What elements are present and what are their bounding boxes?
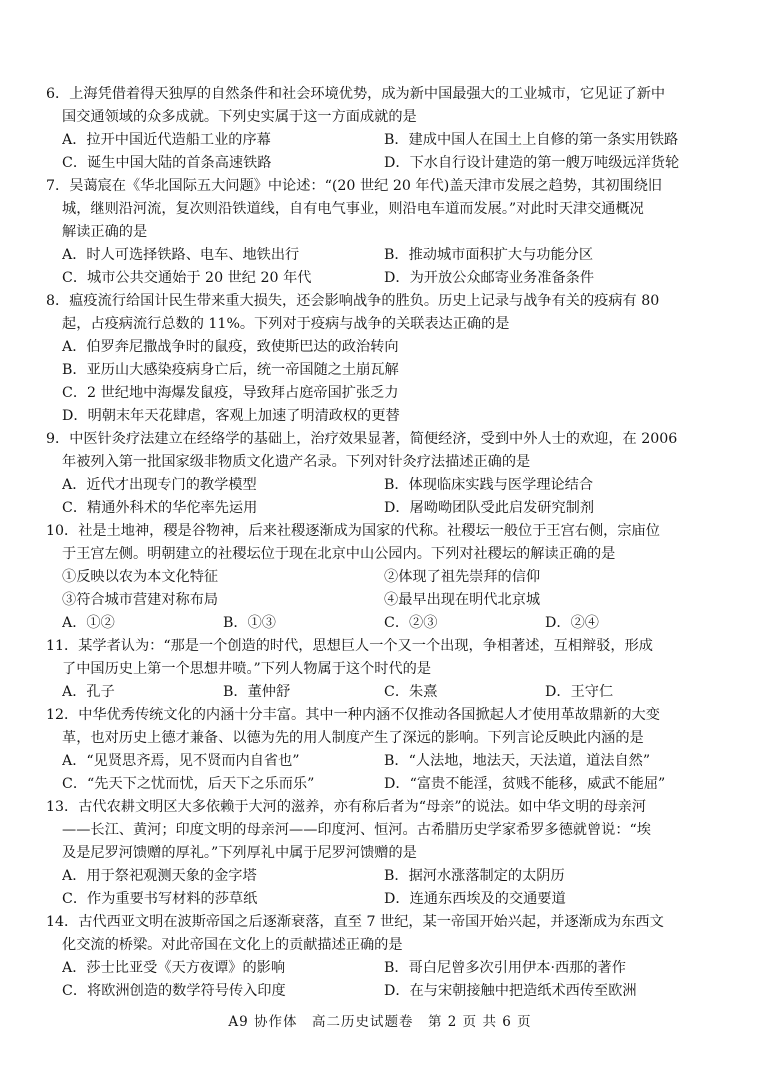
option-a: A．“见贤思齐焉，见不贤而内自省也” xyxy=(62,753,300,769)
question-stem: 了中国历史上第一个思想井喷。”下列人物属于这个时代的是 xyxy=(62,661,432,677)
question-stem: 城，继则沿河流，复次则沿铁道线，自有电气事业，则沿电车道而发展。”对此时天津交通概况 xyxy=(62,201,644,217)
question-stem: 12．中华优秀传统文化的内涵十分丰富。其中一种内涵不仅推动各国掀起人才使用革故鼎新的大变 xyxy=(46,707,660,723)
option-a: A．时人可选择铁路、电车、地铁出行 xyxy=(62,247,300,263)
option-d: D．“富贵不能淫，贫贱不能移，威武不能屈” xyxy=(384,776,666,792)
question-stem: 解读正确的是 xyxy=(62,224,148,240)
question-13 xyxy=(46,796,718,911)
question-12 xyxy=(46,704,718,796)
question-11 xyxy=(46,635,718,704)
question-stem: 起，占疫病流行总数的 11%。下列对于疫病与战争的关联表达正确的是 xyxy=(62,316,510,332)
option-c: C．将欧洲创造的数学符号传入印度 xyxy=(62,983,286,999)
question-stem: 国交通领域的众多成就。下列史实属于这一方面成就的是 xyxy=(62,109,417,125)
statement-3: ③符合城市营建对称布局 xyxy=(62,592,219,608)
question-stem: 年被列入第一批国家级非物质文化遗产名录。下列对针灸疗法描述正确的是 xyxy=(62,454,531,470)
option-b: B．亚历山大感染疫病身亡后，统一帝国随之土崩瓦解 xyxy=(62,362,399,378)
page-footer: A9 协作体 高二历史试题卷 第 2 页 共 6 页 xyxy=(228,1014,532,1030)
question-7 xyxy=(46,175,718,290)
question-stem: 化交流的桥梁。对此帝国在文化上的贡献描述正确的是 xyxy=(62,937,403,953)
statement-4: ④最早出现在明代北京城 xyxy=(384,592,541,608)
option-b: B．据河水涨落制定的太阴历 xyxy=(384,868,565,884)
question-stem: 6．上海凭借着得天独厚的自然条件和社会环境优势，成为新中国最强大的工业城市，它见证了新中 xyxy=(46,86,666,102)
option-d: D．在与宋朝接触中把造纸术西传至欧洲 xyxy=(384,983,637,999)
option-a: A．拉开中国近代造船工业的序幕 xyxy=(62,132,271,148)
option-d: D．为开放公众邮寄业务准备条件 xyxy=(384,270,595,286)
option-c: C．作为重要书写材料的莎草纸 xyxy=(62,891,258,907)
question-stem: 10．社是土地神，稷是谷物神，后来社稷逐渐成为国家的代称。社稷坛一般位于王宫右侧，宗庙位 xyxy=(46,523,660,539)
question-10 xyxy=(46,520,718,635)
option-d: D．明朝末年天花肆虐，客观上加速了明清政权的更替 xyxy=(62,408,400,424)
question-stem: 14．古代西亚文明在波斯帝国之后逐渐衰落，直至 7 世纪，某一帝国开始兴起，并逐渐成为东西文 xyxy=(46,914,664,930)
option-b: B．建成中国人在国土上自修的第一条实用铁路 xyxy=(384,132,679,148)
question-6 xyxy=(46,83,718,175)
question-14 xyxy=(46,911,718,1003)
question-8 xyxy=(46,290,718,428)
option-c: C．精通外科术的华佗率先运用 xyxy=(62,500,258,516)
option-a: A．孔子 xyxy=(62,684,115,700)
question-stem: ——长江、黄河；印度文明的母亲河——印度河、恒河。古希腊历史学家希罗多德就曾说：“埃 xyxy=(62,822,651,838)
question-stem: 及是尼罗河馈赠的厚礼。”下列厚礼中属于尼罗河馈赠的是 xyxy=(62,845,417,861)
option-b: B．推动城市面积扩大与功能分区 xyxy=(384,247,594,263)
statement-1: ①反映以农为本文化特征 xyxy=(62,569,219,585)
question-stem: 8．瘟疫流行给国计民生带来重大损失，还会影响战争的胜负。历史上记录与战争有关的疫病有 80 xyxy=(46,293,660,309)
question-stem: 7．吴蔼宸在《华北国际五大问题》中论述：“(20 世纪 20 年代)盖天津市发展之趋势，其初围绕旧 xyxy=(46,178,663,194)
question-stem: 9．中医针灸疗法建立在经络学的基础上，治疗效果显著，简便经济，受到中外人士的欢迎，在 2006 xyxy=(46,431,678,447)
option-b: B．董仲舒 xyxy=(223,684,291,700)
option-b: B．哥白尼曾多次引用伊本·西那的著作 xyxy=(384,960,626,976)
option-d: D．王守仁 xyxy=(545,684,614,700)
question-stem: 11．某学者认为：“那是一个创造的时代，思想巨人一个又一个出现，争相著述，互相辩驳，形成 xyxy=(46,638,653,654)
option-d: D．②④ xyxy=(545,615,599,631)
option-b: B．体现临床实践与医学理论结合 xyxy=(384,477,594,493)
option-d: D．下水自行设计建造的第一艘万吨级远洋货轮 xyxy=(384,155,680,171)
option-c: C．诞生中国大陆的首条高速铁路 xyxy=(62,155,272,171)
option-b: B．“人法地，地法天，天法道，道法自然” xyxy=(384,753,651,769)
option-a: A．用于祭祀观测天象的金字塔 xyxy=(62,868,257,884)
question-stem: 于王宫左侧。明朝建立的社稷坛位于现在北京中山公园内。下列对社稷坛的解读正确的是 xyxy=(62,546,616,562)
question-stem: 13．古代农耕文明区大多依赖于大河的滋养，亦有称后者为“母亲”的说法。如中华文明的母亲河 xyxy=(46,799,647,815)
option-a: A．伯罗奔尼撒战争时的鼠疫，致使斯巴达的政治转向 xyxy=(62,339,399,355)
option-b: B．①③ xyxy=(223,615,276,631)
option-c: C．城市公共交通始于 20 世纪 20 年代 xyxy=(62,270,312,286)
option-c: C．朱熹 xyxy=(384,684,438,700)
option-d: D．连通东西埃及的交通要道 xyxy=(384,891,566,907)
question-9 xyxy=(46,428,718,520)
option-a: A．莎士比亚受《天方夜谭》的影响 xyxy=(62,960,286,976)
option-c: C．②③ xyxy=(384,615,438,631)
option-c: C．“先天下之忧而忧，后天下之乐而乐” xyxy=(62,776,315,792)
option-a: A．①② xyxy=(62,615,115,631)
question-stem: 革，也对历史上德才兼备、以德为先的用人制度产生了深远的影响。下列言论反映此内涵的是 xyxy=(62,730,644,746)
option-c: C．2 世纪地中海爆发鼠疫，导致拜占庭帝国扩张乏力 xyxy=(62,385,399,401)
option-a: A．近代才出现专门的教学模型 xyxy=(62,477,257,493)
option-d: D．屠呦呦团队受此启发研究制剂 xyxy=(384,500,595,516)
statement-2: ②体现了祖先崇拜的信仰 xyxy=(384,569,541,585)
